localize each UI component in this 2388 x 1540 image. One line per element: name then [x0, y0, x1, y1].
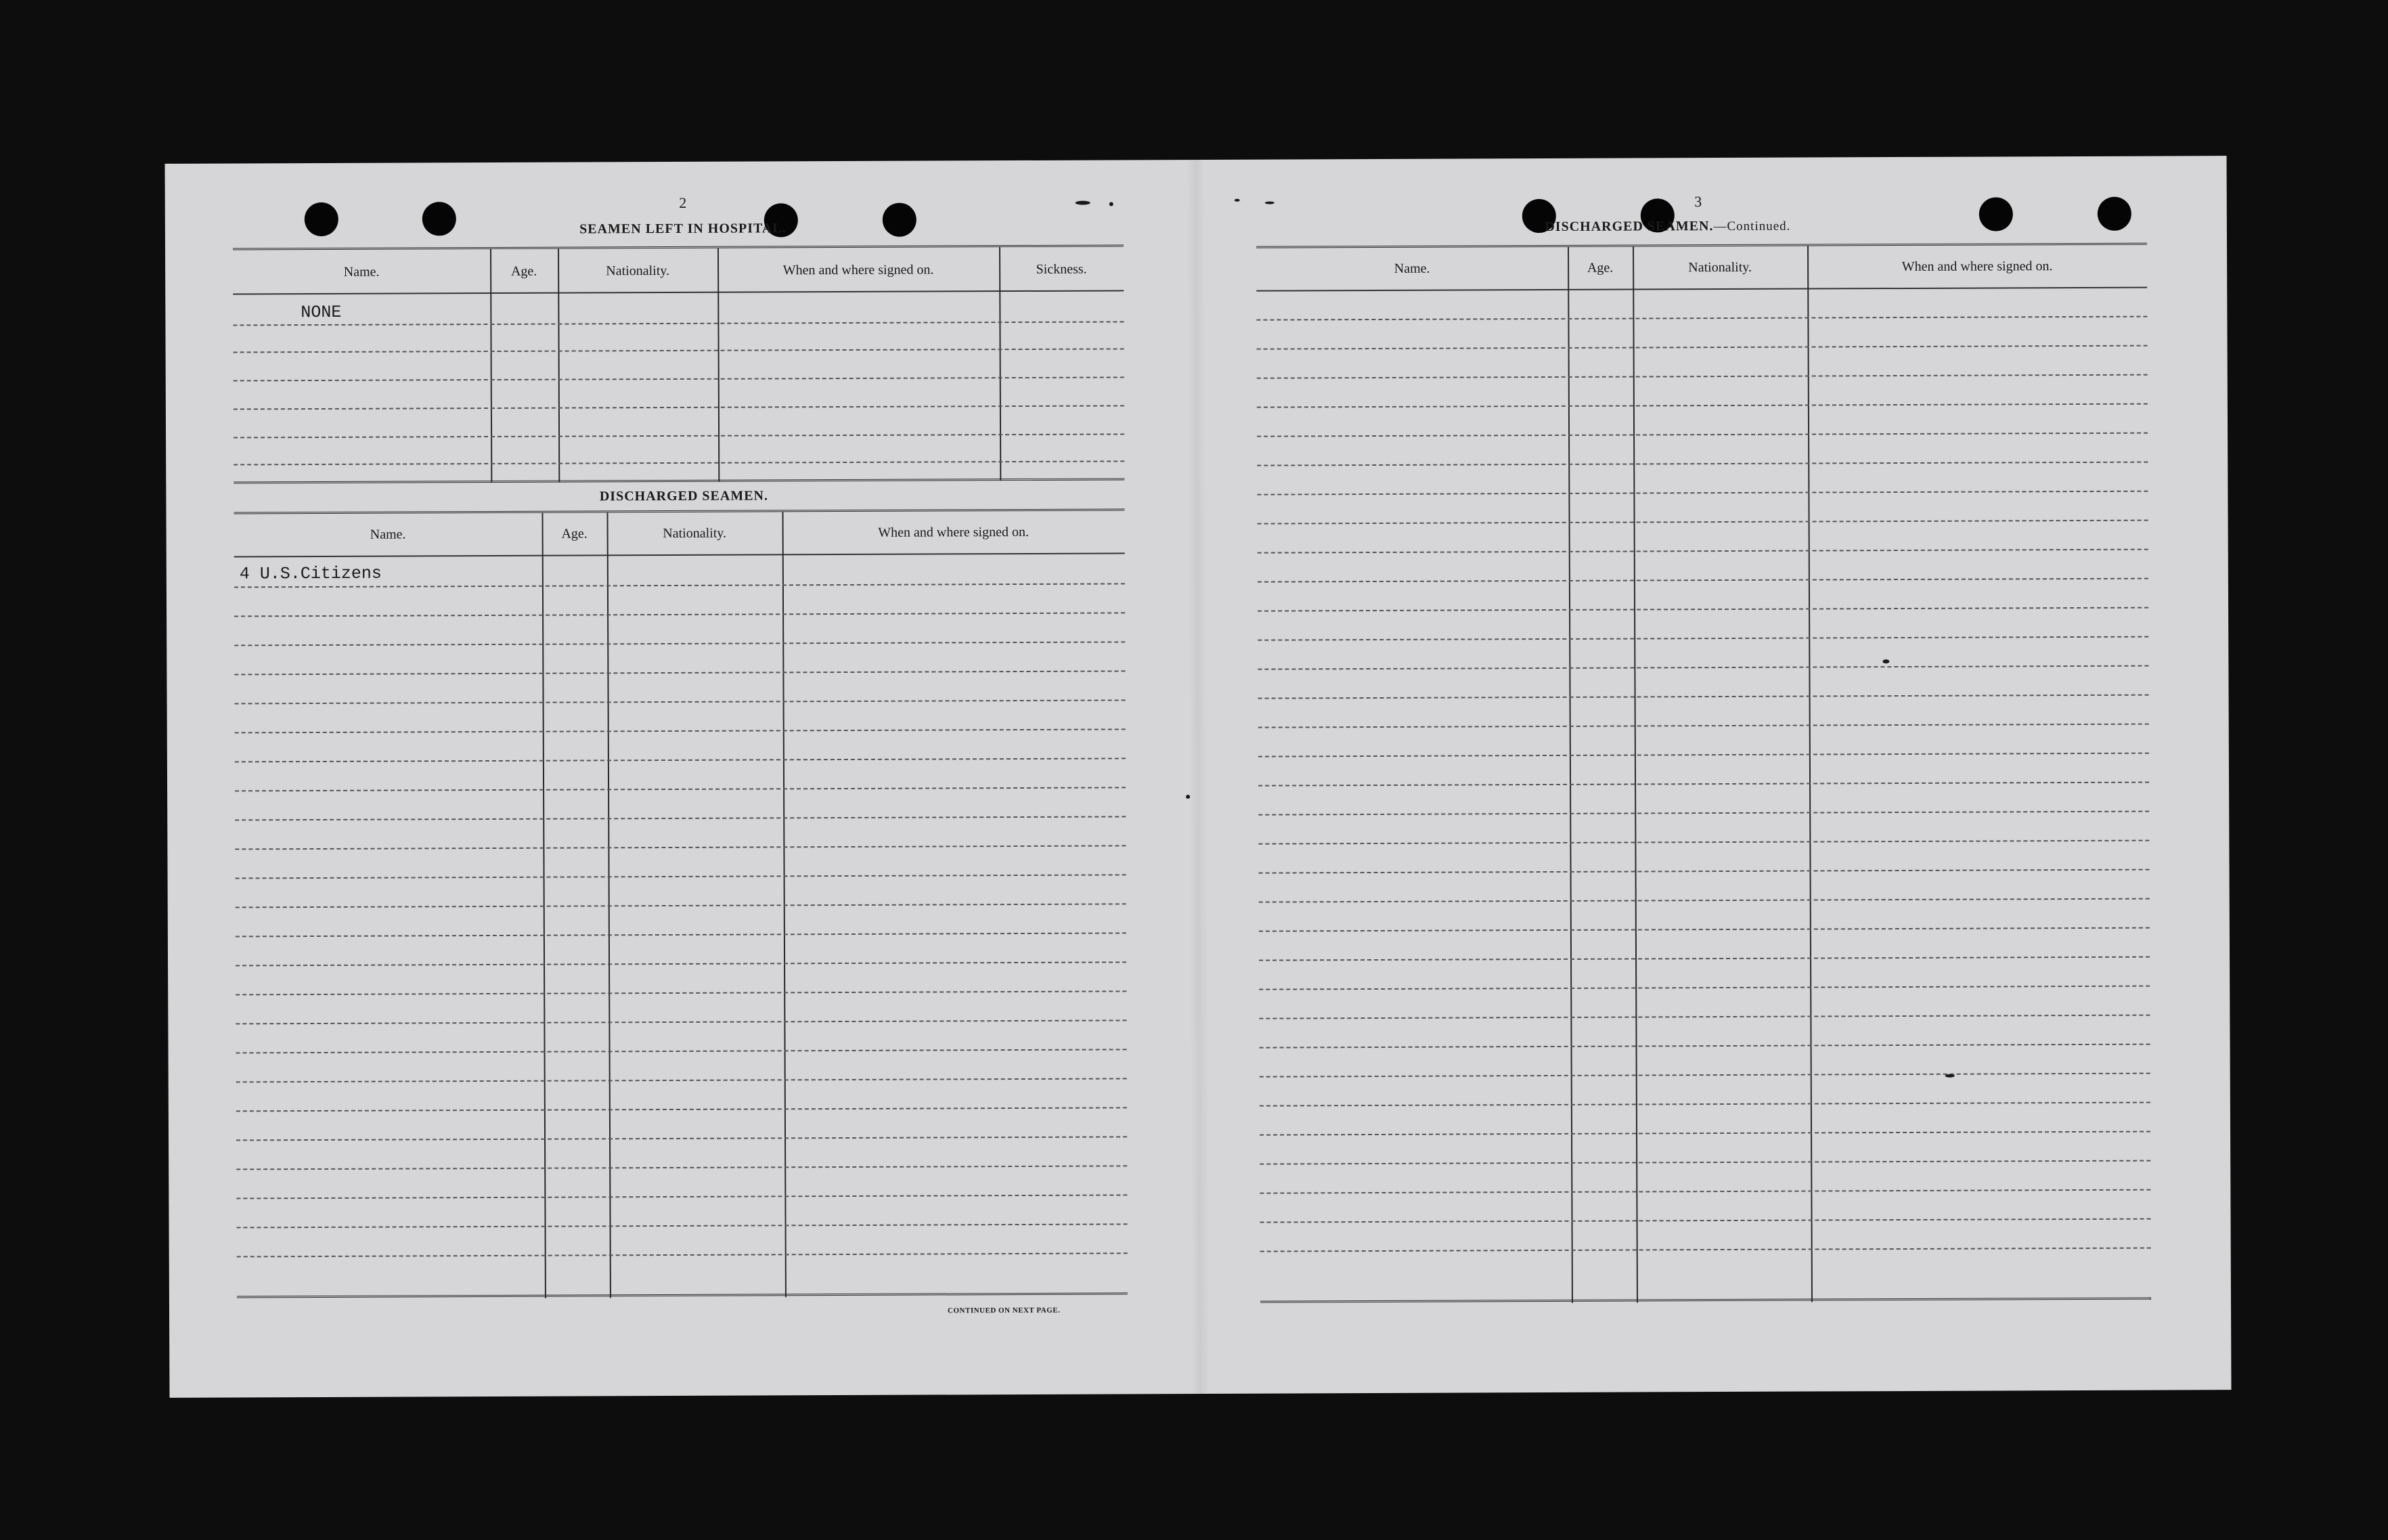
- entry-line: [1259, 986, 2150, 990]
- col-signed-on-header: When and where signed on.: [878, 524, 1030, 540]
- punch-hole: [2098, 197, 2131, 231]
- entry-line: [1258, 578, 2148, 583]
- entry-line: [1259, 869, 2150, 874]
- discharged-table-right: [1256, 243, 2151, 1304]
- page-number-left: 2: [679, 194, 687, 211]
- entry-line: [234, 641, 1125, 646]
- ink-speck: [1109, 202, 1113, 206]
- entry-line: [236, 903, 1126, 908]
- entry-line: [1258, 607, 2148, 612]
- hospital-table: [233, 244, 1124, 483]
- col-sickness-header: Sickness.: [1036, 261, 1087, 277]
- entry-line: [1258, 811, 2149, 816]
- entry-line: [235, 699, 1126, 704]
- entry-line: [1258, 782, 2149, 787]
- entry-line: [234, 405, 1124, 410]
- punch-hole: [305, 202, 338, 236]
- ink-speck: [1186, 795, 1190, 799]
- entry-line: [1260, 1044, 2150, 1049]
- entry-line: [236, 874, 1126, 879]
- page-number-right: 3: [1694, 193, 1702, 211]
- entry-line: [1259, 927, 2150, 932]
- entry-line: [1257, 433, 2148, 437]
- punch-hole: [1979, 197, 2013, 231]
- entry-line: [236, 1019, 1126, 1024]
- ink-speck: [1076, 201, 1090, 205]
- col-name-header: Name.: [370, 527, 406, 542]
- entry-line: [1258, 636, 2148, 641]
- entry-line: [234, 376, 1124, 381]
- entry-line: [1256, 316, 2147, 321]
- manifest-sheet: [165, 156, 2232, 1398]
- entry-line: [1258, 549, 2148, 554]
- entry-line: [1257, 374, 2148, 379]
- ink-speck: [1265, 202, 1275, 204]
- entry-line: [235, 787, 1126, 791]
- col-nationality-header: Nationality.: [606, 263, 670, 279]
- entry-line: [237, 1223, 1128, 1228]
- entry-line: [236, 1078, 1127, 1082]
- entry-line: [234, 433, 1124, 438]
- entry-line: [235, 757, 1126, 762]
- discharged-entry: 4 U.S.Citizens: [239, 563, 382, 584]
- entry-line: [236, 1165, 1127, 1170]
- table-bottom-rule: [237, 1292, 1128, 1298]
- entry-line: [1258, 753, 2149, 757]
- entry-line: [236, 932, 1126, 937]
- col-name-header: Name.: [343, 264, 380, 280]
- discharged-continued-label: DISCHARGED SEAMEN.: [1545, 219, 1714, 235]
- entry-line: [236, 1049, 1127, 1053]
- entry-line: [1260, 1073, 2150, 1078]
- entry-line: [234, 460, 1124, 465]
- entry-line: [1258, 724, 2149, 728]
- continued-suffix: —Continued.: [1713, 219, 1791, 234]
- entry-line: [1258, 840, 2149, 845]
- entry-line: [1258, 695, 2149, 699]
- discharged-section-title: DISCHARGED SEAMEN.: [599, 488, 769, 504]
- entry-line: [1260, 1131, 2150, 1136]
- punch-hole: [883, 203, 916, 237]
- punch-hole: [422, 202, 456, 236]
- entry-line: [233, 321, 1124, 326]
- entry-line: [1259, 1015, 2150, 1019]
- entry-line: [234, 348, 1124, 353]
- ink-speck: [1235, 199, 1240, 202]
- entry-line: [1260, 1189, 2150, 1194]
- page-fold: [1187, 160, 1210, 1394]
- col-age-header: Age.: [561, 526, 588, 542]
- col-signed-on-header: When and where signed on.: [782, 262, 934, 278]
- entry-line: [1260, 1160, 2150, 1165]
- col-age-header: Age.: [510, 263, 537, 279]
- entry-line: [236, 1194, 1127, 1199]
- col-signed-on-header: When and where signed on.: [1901, 259, 2053, 275]
- table-bottom-rule: [1260, 1298, 2151, 1303]
- hospital-section-title: SEAMEN LEFT IN HOSPITAL.: [579, 221, 787, 237]
- col-age-header: Age.: [1587, 260, 1614, 276]
- entry-line: [1259, 956, 2150, 961]
- col-nationality-header: Nationality.: [663, 525, 726, 542]
- continued-note: CONTINUED ON NEXT PAGE.: [948, 1306, 1061, 1315]
- col-nationality-header: Nationality.: [1688, 259, 1752, 276]
- hospital-entry: NONE: [301, 302, 342, 323]
- entry-line: [1257, 462, 2148, 466]
- entry-line: [237, 1252, 1128, 1257]
- entry-line: [1257, 491, 2148, 496]
- entry-line: [234, 583, 1125, 588]
- entry-line: [1258, 665, 2148, 670]
- entry-line: [1260, 1218, 2151, 1223]
- entry-line: [1260, 1248, 2151, 1252]
- entry-line: [1257, 403, 2148, 408]
- entry-line: [235, 845, 1126, 850]
- entry-line: [236, 990, 1126, 995]
- entry-line: [234, 670, 1125, 675]
- entry-line: [1260, 1102, 2150, 1107]
- discharged-continued-title: [1532, 219, 1803, 236]
- entry-line: [235, 728, 1126, 733]
- entry-line: [1258, 520, 2148, 525]
- entry-line: [236, 961, 1126, 966]
- col-name-header: Name.: [1394, 261, 1430, 276]
- ink-speck: [1945, 1074, 1955, 1078]
- entry-line: [236, 1136, 1127, 1141]
- ink-speck: [1882, 659, 1889, 663]
- entry-line: [1257, 345, 2148, 350]
- entry-line: [235, 816, 1126, 820]
- entry-line: [236, 1107, 1127, 1112]
- entry-line: [234, 612, 1125, 617]
- discharged-table-left: [234, 508, 1127, 1299]
- entry-line: [1259, 898, 2150, 903]
